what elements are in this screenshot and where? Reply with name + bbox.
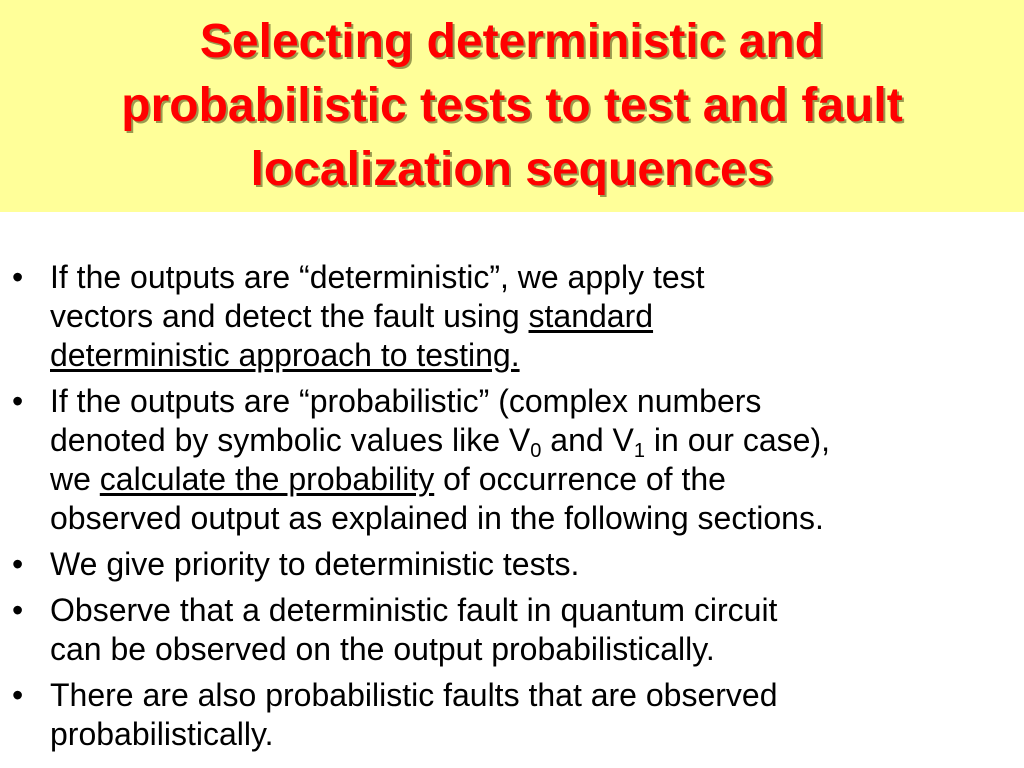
bullet-text: probabilistically. bbox=[50, 716, 274, 752]
bullet-text: If the outputs are “deterministic”, we apply test bbox=[50, 259, 705, 295]
bullet-marker: • bbox=[12, 592, 24, 628]
title-line: probabilistic tests to test and fault bbox=[121, 79, 903, 132]
bullet-text: denoted by symbolic values like V bbox=[50, 422, 531, 458]
bullet-line bbox=[50, 630, 1020, 669]
subscript: 0 bbox=[530, 440, 542, 462]
bullet-line bbox=[50, 715, 1020, 754]
bullet-text: we bbox=[50, 461, 100, 497]
bullet-text: There are also probabilistic faults that are observed bbox=[50, 677, 778, 713]
bullet-text: vectors and detect the fault using bbox=[50, 298, 529, 334]
bullet-text: Observe that a deterministic fault in quantum circuit bbox=[50, 592, 778, 628]
slide-title bbox=[0, 10, 1024, 202]
bullet-line bbox=[50, 499, 1020, 538]
underlined-text: calculate the probability bbox=[99, 461, 435, 497]
bullet-text: We give priority to deterministic tests. bbox=[50, 546, 580, 582]
bullet-line bbox=[50, 382, 1020, 421]
bullet-line bbox=[50, 421, 1020, 460]
bullet-line bbox=[50, 258, 1020, 297]
bullet-text: observed output as explained in the following sections. bbox=[50, 500, 824, 536]
bullet-marker: • bbox=[12, 546, 24, 582]
title-line: Selecting deterministic and bbox=[199, 15, 825, 68]
bullet-line bbox=[50, 336, 1020, 375]
bullet-text: in our case), bbox=[645, 422, 830, 458]
bullet-marker: • bbox=[12, 383, 24, 419]
bullet-line bbox=[50, 297, 1020, 336]
bullet-line bbox=[50, 676, 1020, 715]
bullet-marker: • bbox=[12, 677, 24, 713]
subscript: 1 bbox=[633, 440, 646, 462]
bullet-text: of occurrence of the bbox=[434, 461, 726, 497]
bullet-item-observe bbox=[0, 591, 1024, 669]
bullet-text: can be observed on the output probabilistically. bbox=[50, 631, 715, 667]
title-line: localization sequences bbox=[250, 143, 774, 196]
bullet-item-probabilistic bbox=[0, 382, 1024, 538]
bullet-text: If the outputs are “probabilistic” (complex numbers bbox=[50, 383, 762, 419]
bullet-list bbox=[0, 258, 1024, 761]
underlined-text: standard bbox=[528, 298, 654, 334]
bullet-text: and V bbox=[541, 422, 634, 458]
underlined-text: deterministic approach to testing. bbox=[50, 337, 520, 373]
bullet-line bbox=[50, 460, 1020, 499]
bullet-line bbox=[50, 591, 1020, 630]
bullet-item-probabilistic-faults bbox=[0, 676, 1024, 754]
bullet-item-deterministic bbox=[0, 258, 1024, 375]
bullet-marker: • bbox=[12, 259, 24, 295]
bullet-item-priority bbox=[0, 545, 1024, 584]
bullet-line bbox=[50, 545, 1020, 584]
